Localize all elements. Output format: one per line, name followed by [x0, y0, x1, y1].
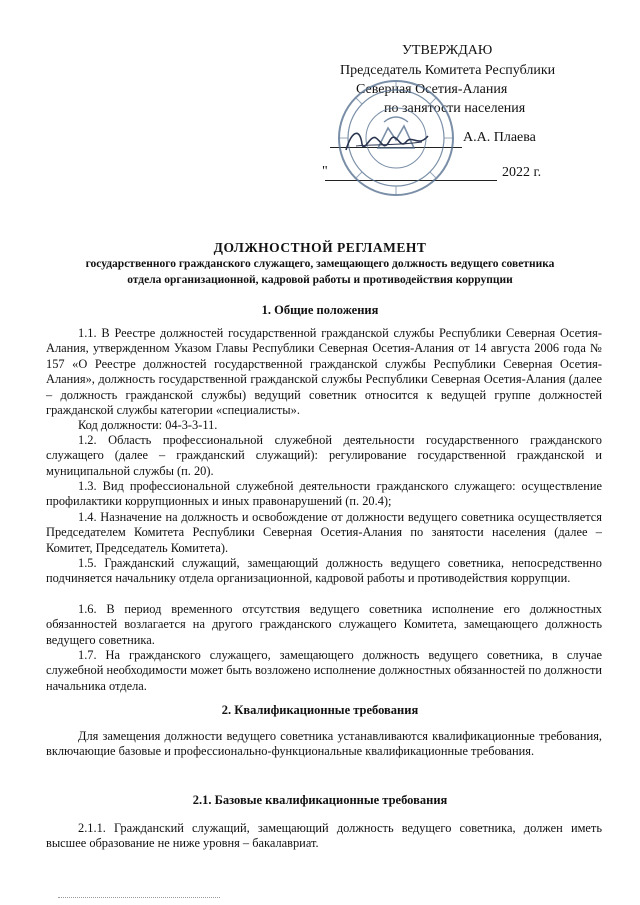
document-subtitle-line-2: отдела организационной, кадровой работы и противодействия коррупции: [127, 274, 513, 286]
paragraph-1-7: 1.7. На гражданского служащего, замещающего должность ведущего советника, в случае служебной необходимости может быть возложено исполнение должностных обязанностей по должности начальника отдела.: [46, 648, 603, 693]
paragraph-1-4: 1.4. Назначение на должность и освобождение от должности ведущего советника осуществляется Председателем Комитета Республики Северная Осетия-Алания по занятости населения (далее – Комитет, Председатель Комитета).: [46, 510, 602, 555]
date-year: 2022 г.: [502, 165, 542, 180]
paragraph-1-1: 1.1. В Реестре должностей государственной гражданской службы Республики Северная Осетия-Алания, утвержденном Указом Главы Республики Северная Осетия-Алания от 14 августа 2006 года № 157 «О Реестре должностей государственной гражданской службы Республики Северная Осетия-Алания», должность государственной гражданской службы Республики Северная Осетия-Алания (далее – должность гражданской службы) ведущий советник относится к ведущей группе должностей гражданской службы категории «специалисты».: [46, 326, 602, 418]
section-2-heading: 2. Квалификационные требования: [221, 703, 419, 717]
approval-position-line-3: по занятости населения: [384, 101, 526, 116]
approval-title: УТВЕРЖДАЮ: [402, 43, 493, 58]
paragraph-1-2: 1.2. Область профессиональной служебной деятельности государственного гражданского служащего (далее – гражданский служащий): регулирование государственной гражданской и муниципальной службы (п. 20).: [46, 433, 602, 478]
paragraph-2-intro: Для замещения должности ведущего советника устанавливаются квалификационные требования, включающие базовые и профессионально-функциональные квалификационные требования.: [46, 729, 602, 759]
document-title: ДОЛЖНОСТНОЙ РЕГЛАМЕНТ: [213, 240, 427, 255]
document-subtitle-line-1: государственного гражданского служащего, замещающего должность ведущего советника: [85, 258, 555, 270]
signer-name: А.А. Плаева: [463, 130, 536, 145]
paragraph-1-5: 1.5. Гражданский служащий, замещающий должность ведущего советника, непосредственно подчиняется начальнику отдела организационной, кадровой работы и противодействия коррупции.: [46, 556, 602, 586]
paragraph-1-6: 1.6. В период временного отсутствия ведущего советника исполнение его должностных обязанностей возлагается на другого гражданского служащего Комитета, замещающего должность ведущего советника.: [46, 602, 602, 647]
approval-position-line-1: Председатель Комитета Республики: [340, 63, 556, 78]
paragraph-1-3: 1.3. Вид профессиональной служебной деятельности гражданского служащего: осуществление профилактики коррупционных и иных правонарушений (п. 20.4);: [46, 479, 602, 509]
approval-block: [0, 0, 640, 190]
handwritten-signature-icon: [342, 124, 432, 158]
section-2-1-heading: 2.1. Базовые квалификационные требования: [192, 793, 448, 807]
paragraph-position-code: Код должности: 04-3-3-11.: [78, 418, 218, 432]
section-1-heading: 1. Общие положения: [261, 303, 379, 317]
date-quote-mark: ": [322, 164, 328, 179]
page-bottom-rule: [58, 897, 220, 898]
approval-position-line-2: Северная Осетия-Алания: [356, 82, 508, 97]
paragraph-2-1-1: 2.1.1. Гражданский служащий, замещающий должность ведущего советника, должен иметь высшее образование не ниже уровня – бакалавриат.: [46, 821, 602, 851]
